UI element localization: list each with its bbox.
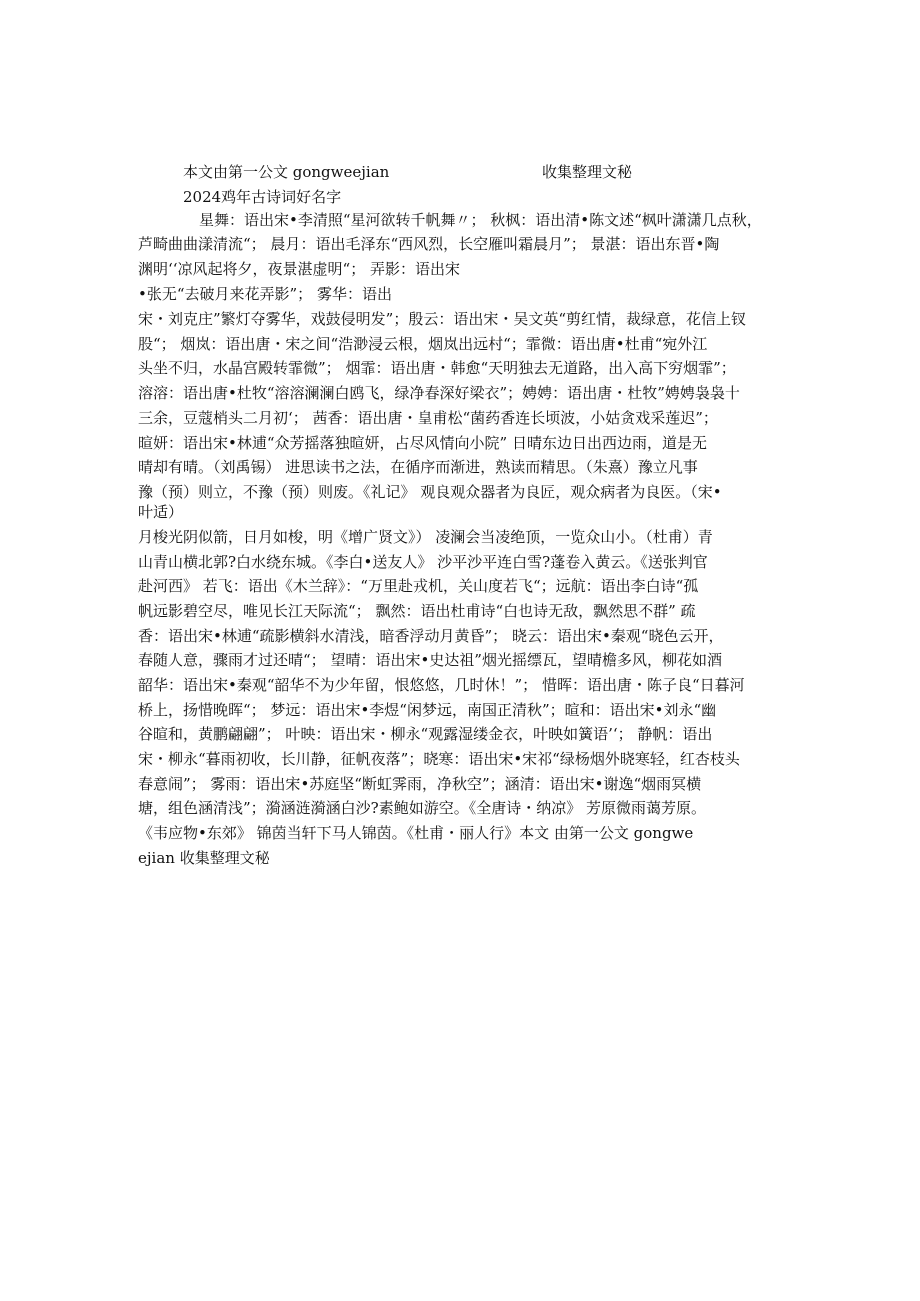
- body-line: 头坐不归，水晶宫殿转霏微”； 烟霏：语出唐・韩愈“天明独去无道路，出入高下穷烟霏”；: [138, 359, 736, 377]
- body-line: 叶适）: [138, 503, 184, 521]
- body-line: 桥上，扬惜晚晖“； 梦远：语出宋•李煜“闲梦远，南国正清秋”；暄和：语出宋•刘永“幽: [138, 701, 717, 719]
- body-line: 香：语出宋•林逋“疏影横斜水清浅，暗香浮动月黄昏”； 晓云：语出宋•秦观“晓色云开，: [138, 627, 724, 645]
- source-note-right: 收集整理文秘: [542, 163, 633, 181]
- body-line: 星舞：语出宋•李清照“星河欲转千帆舞〃； 秋枫：语出清•陈文述“枫叶潇潇几点秋，: [199, 211, 762, 229]
- body-line: 韶华：语出宋•秦观“韶华不为少年留，恨悠悠，几时休！”； 惜晖：语出唐・陈子良“日暮河: [138, 676, 745, 694]
- body-line: 赴河西》 若飞：语出《木兰辞》：“万里赴戎机，关山度若飞“；远航：语出李白诗“孤: [138, 577, 699, 595]
- body-line: 春意闹”； 雾雨：语出宋•苏庭坚“断虹霁雨，净秋空”；涵清：语出宋•谢逸“烟雨冥横: [138, 775, 702, 793]
- body-line: 春随人意，骤雨才过还晴“； 望晴：语出宋•史达祖”烟光摇缥瓦，望晴檐多风，柳花如酒: [138, 651, 722, 669]
- body-line: 山青山横北郭?白水绕东城。《李白•送友人》 沙平沙平连白雪?蓬卷入黄云。《送张判官: [138, 553, 708, 571]
- source-note: 本文由第一公文 gongweejian: [183, 163, 390, 181]
- body-line: ejian 收集整理文秘: [138, 849, 270, 867]
- body-line: 晴却有晴。（刘禹锡） 进思读书之法，在循序而渐进，熟读而精思。（朱熹）豫立凡事: [138, 458, 698, 476]
- document-title: 2024鸡年古诗词好名字: [183, 188, 342, 206]
- body-line: •张无“去破月来花弄影”； 雾华：语出: [138, 285, 392, 303]
- body-line: 宋・柳永“暮雨初收，长川静，征帆夜落”；晓寒：语出宋•宋祁“绿杨烟外晓寒轻，红杏枝头: [138, 750, 740, 768]
- body-line: 月梭光阴似箭，日月如梭，明《增广贤文》） 凌澜会当凌绝顶，一览众山小。（杜甫）青: [138, 528, 713, 546]
- body-line: 股“； 烟岚：语出唐・宋之间“浩渺浸云根，烟岚出远村“；霏微：语出唐•杜甫“宛外江: [138, 335, 708, 353]
- body-line: 渊明‘‘凉风起将夕，夜景湛虚明“； 弄影：语出宋: [138, 260, 460, 278]
- body-line: 谷暄和，黄鹏翩翩”； 叶映：语出宋・柳永“观露湿缕金衣，叶映如簧语’‘； 静帆：语出: [138, 725, 713, 743]
- body-line: 帆远影碧空尽，唯见长江天际流“； 飘然：语出杜甫诗“白也诗无敌，飘然思不群” 疏: [138, 602, 696, 620]
- body-line: 芦畸曲曲漾清流“； 晨月：语出毛泽东“西风烈，长空雁叫霜晨月”； 景湛：语出东晋•陶: [138, 235, 720, 253]
- body-line: 溶溶：语出唐•杜牧“溶溶澜澜白鸥飞，绿净春深好梁衣”；娉娉：语出唐・杜牧”娉娉袅袅十: [138, 384, 740, 402]
- body-line: 塘，组色涵清浅”；漪涵涟漪涵白沙?素鲍如游空。《全唐诗・纳凉》 芳原微雨蔼芳原。: [138, 799, 706, 817]
- body-line: 三余，豆蔻梢头二月初‘； 茜香：语出唐・皇甫松“菌药香连长顷波，小姑贪戏采莲迟”；: [138, 409, 718, 427]
- body-line: 豫（预）则立，不豫（预）则废。《礼记》 观良观众器者为良匠，观众病者为良医。（宋•: [138, 483, 722, 501]
- body-line: 宋・刘克庄”繁灯夺雾华，戏鼓侵明发”；殷云：语出宋・吴文英“剪红情，裁绿意，花信上钗: [138, 310, 747, 328]
- body-line: 暄妍：语出宋•林逋“众芳摇落独暄妍，占尽风情向小院” 日晴东边日出西边雨，道是无: [138, 434, 707, 452]
- body-line: 《韦应物•东郊》 锦茵当轩下马人锦茵。《杜甫・丽人行》本文 由第一公文 gongwe: [138, 824, 694, 842]
